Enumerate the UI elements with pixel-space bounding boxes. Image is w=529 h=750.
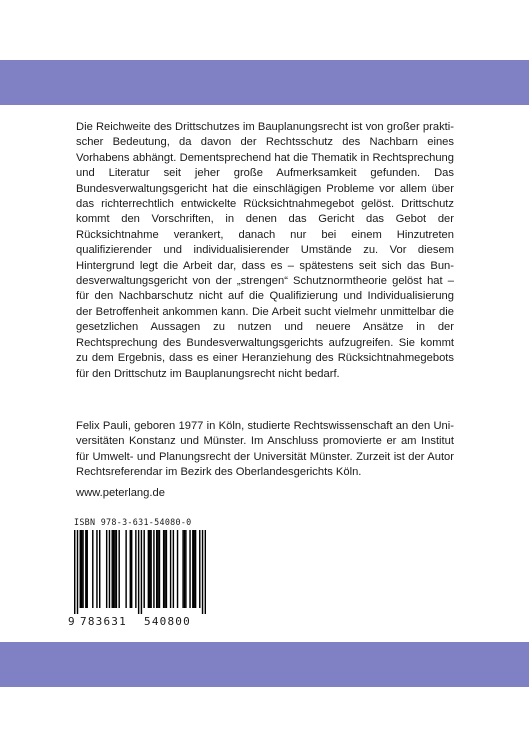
barcode-bar bbox=[77, 530, 78, 614]
isbn-label: ISBN 978-3-631-54080-0 bbox=[74, 517, 192, 527]
barcode-bar bbox=[96, 530, 97, 608]
barcode-bar bbox=[74, 530, 75, 614]
barcode-bar bbox=[130, 530, 131, 608]
barcode-bar bbox=[148, 530, 149, 608]
barcode-bar bbox=[177, 530, 178, 608]
author-bio: Felix Pauli, geboren 1977 in Köln, studierte Rechtswissenschaft an den Universitäten Konstanz und Münster. Im Anschluss promovierte er am Institut für Umwelt- und Planungsrecht der Universität Münster. Zurzeit ist der Autor Rechtsreferendar im Bezirk des Oberlandesgerichts Köln. bbox=[76, 420, 454, 479]
barcode-bar bbox=[199, 530, 200, 608]
barcode-bar bbox=[118, 530, 119, 608]
barcode-bar bbox=[149, 530, 150, 608]
barcode-bar bbox=[205, 530, 206, 614]
barcode-bar bbox=[106, 530, 107, 608]
barcode-bar bbox=[99, 530, 100, 608]
barcode-bar bbox=[112, 530, 113, 608]
isbn-barcode bbox=[68, 517, 216, 629]
barcode-bar bbox=[150, 530, 151, 608]
barcode-bar bbox=[182, 530, 183, 608]
barcode-bar bbox=[192, 530, 193, 608]
barcode-bar bbox=[170, 530, 171, 608]
barcode-bar bbox=[164, 530, 165, 608]
barcode-bar bbox=[185, 530, 186, 608]
barcode-bar bbox=[159, 530, 160, 608]
barcode-bar bbox=[80, 530, 81, 608]
barcode-bar bbox=[173, 530, 174, 608]
barcode-bar bbox=[195, 530, 196, 608]
barcode-bar bbox=[143, 530, 144, 608]
ean-right-digits: 540800 bbox=[144, 615, 191, 628]
barcode-bar bbox=[166, 530, 167, 608]
barcode-bar bbox=[87, 530, 88, 608]
top-color-band bbox=[0, 60, 529, 105]
ean-left-digits: 783631 bbox=[80, 615, 127, 628]
barcode-bar bbox=[131, 530, 132, 608]
barcode-bar bbox=[113, 530, 114, 608]
barcode-bar bbox=[81, 530, 82, 608]
barcode-bar bbox=[85, 530, 86, 608]
barcode-bar bbox=[116, 530, 117, 608]
barcode-bar bbox=[163, 530, 164, 608]
barcode-bar bbox=[153, 530, 154, 608]
barcode-bar bbox=[135, 530, 136, 608]
barcode-bar bbox=[202, 530, 203, 614]
barcode-bar bbox=[193, 530, 194, 608]
barcode-bar bbox=[141, 530, 142, 614]
bottom-color-band bbox=[0, 642, 529, 687]
barcode-bar bbox=[138, 530, 139, 614]
barcode-bar bbox=[189, 530, 190, 608]
barcode-bar bbox=[157, 530, 158, 608]
barcode-bar bbox=[82, 530, 83, 608]
barcode-bar bbox=[109, 530, 110, 608]
barcode-bar bbox=[184, 530, 185, 608]
barcode-bar bbox=[114, 530, 115, 608]
barcode-bar bbox=[125, 530, 126, 608]
barcode-bar bbox=[92, 530, 93, 608]
barcode-bars bbox=[74, 530, 206, 614]
barcode-bar bbox=[156, 530, 157, 608]
book-blurb: Die Reichweite des Drittschutzes im Bauplanungsrecht ist von großer praktischer Bedeutung, da davon der Rechtsschutz des Nachbarn eines Vorhabens abhängt. Dementsprechend hat die Thematik in Rechtsprechung und Literatur seit jeher große Aufmerksamkeit gefunden. Das Bundesverwaltungsgericht hat die einschlägigen Probleme vor allem über das richterrechtlich entwickelte Rücksichtnahmegebot gelöst. Drittschutz kommt den Vorschriften, in denen das Gericht das Gebot der Rücksichtnahme verankert, danach nur bei einem Hinzutreten qualifizierender und individualisierender Umstände zu. Vor diesem Hintergrund legt die Arbeit dar, dass es – spätestens seit sich das Bundesverwaltungsgericht von der „strengen“ Schutznormtheorie gelöst hat – für den Nachbarschutz nicht auf die Qualifizierung und Individualisierung der Betroffenheit ankommen kann. Die Arbeit sucht vielmehr unmittelbar die gesetzlichen Aussagen zu nutzen und neuere Ansätze in der Rechtsprechung des Bundesverwaltungsgerichts aufzugreifen. Sie kommt zu dem Ergebnis, dass es einer Heranziehung des Rücksichtnahmegebots für den Drittschutz im Bauplanungsrecht nicht bedarf. bbox=[76, 121, 454, 380]
publisher-website[interactable]: www.peterlang.de bbox=[76, 487, 165, 499]
ean-first-digit: 9 bbox=[68, 615, 76, 628]
